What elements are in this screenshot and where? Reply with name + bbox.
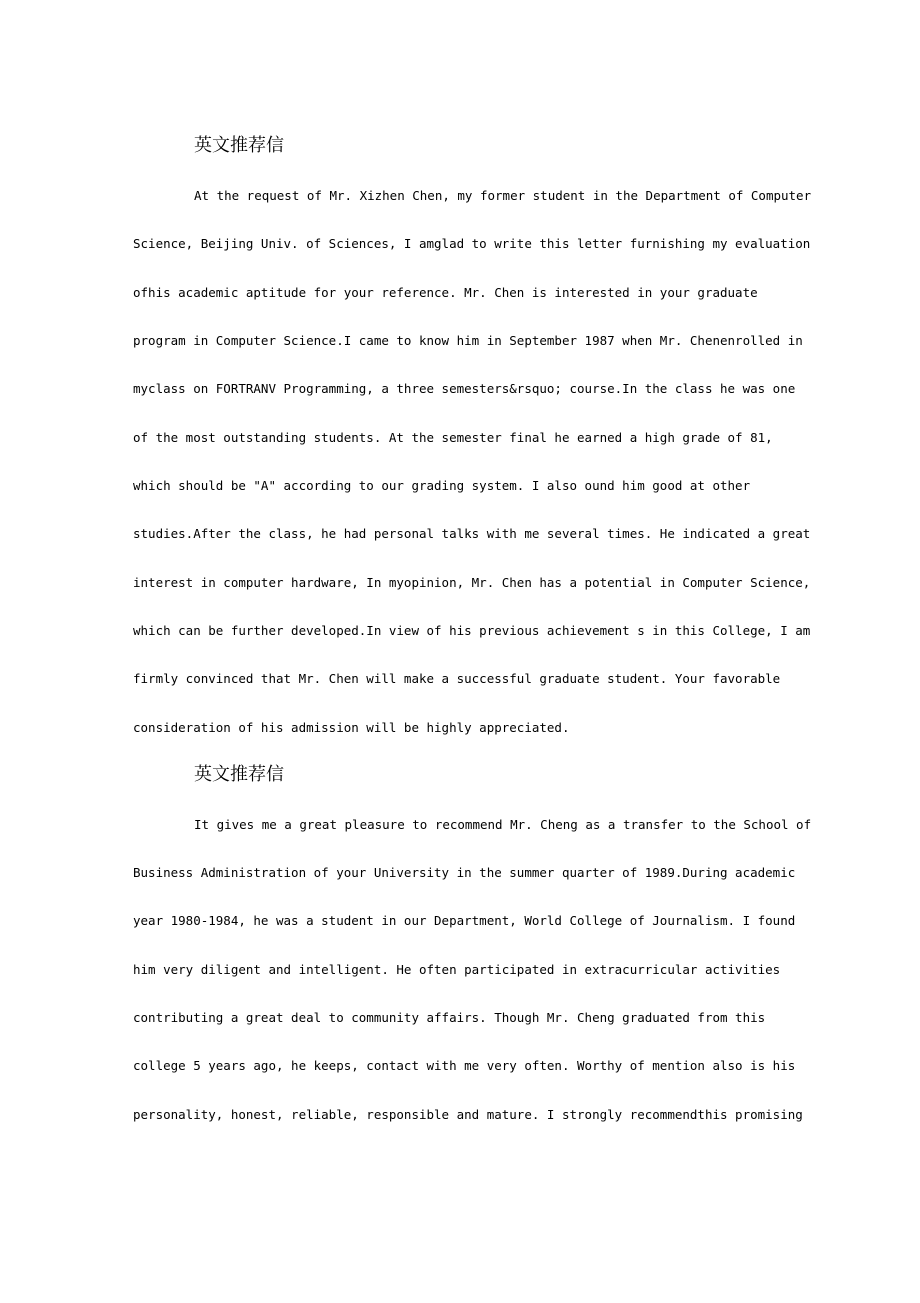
- section-1-line-7: which should be "A" according to our grading system. I also ound him good at other: [133, 478, 751, 493]
- section-2-line-5: contributing a great deal to community affairs. Though Mr. Cheng graduated from this: [133, 1010, 766, 1025]
- section-1-line-5: myclass on FORTRANV Programming, a three semesters&rsquo; course.In the class he was one: [133, 381, 796, 396]
- section-2-line-4: him very diligent and intelligent. He often participated in extracurricular activities: [133, 962, 781, 977]
- section-1-line-6: of the most outstanding students. At the semester final he earned a high grade of 81,: [133, 430, 773, 445]
- section-2-line-2: Business Administration of your University in the summer quarter of 1989.During academic: [133, 865, 796, 880]
- section-2-line-7: personality, honest, reliable, responsible and mature. I strongly recommendthis promising: [133, 1107, 803, 1122]
- section-1-line-9: interest in computer hardware, In myopinion, Mr. Chen has a potential in Computer Science,: [133, 575, 811, 590]
- section-2-heading: 英文推荐信: [194, 764, 284, 785]
- section-1-line-8: studies.After the class, he had personal talks with me several times. He indicated a great: [133, 526, 811, 541]
- section-1-line-10: which can be further developed.In view of his previous achievement s in this College, I am: [133, 623, 811, 638]
- section-1-heading: 英文推荐信: [194, 135, 284, 156]
- section-1-line-1: At the request of Mr. Xizhen Chen, my former student in the Department of Computer: [194, 188, 812, 203]
- section-2-line-6: college 5 years ago, he keeps, contact with me very often. Worthy of mention also is his: [133, 1058, 796, 1073]
- section-1-line-3: ofhis academic aptitude for your reference. Mr. Chen is interested in your graduate: [133, 285, 758, 300]
- section-1-line-12: consideration of his admission will be highly appreciated.: [133, 720, 570, 735]
- section-1-line-2: Science, Beijing Univ. of Sciences, I amglad to write this letter furnishing my evaluation: [133, 236, 811, 251]
- section-2-line-1: It gives me a great pleasure to recommend Mr. Cheng as a transfer to the School of: [194, 817, 812, 832]
- section-1-line-4: program in Computer Science.I came to know him in September 1987 when Mr. Chenenrolled in: [133, 333, 803, 348]
- section-1-line-11: firmly convinced that Mr. Chen will make a successful graduate student. Your favorable: [133, 671, 781, 686]
- section-2-line-3: year 1980-1984, he was a student in our Department, World College of Journalism. I found: [133, 913, 796, 928]
